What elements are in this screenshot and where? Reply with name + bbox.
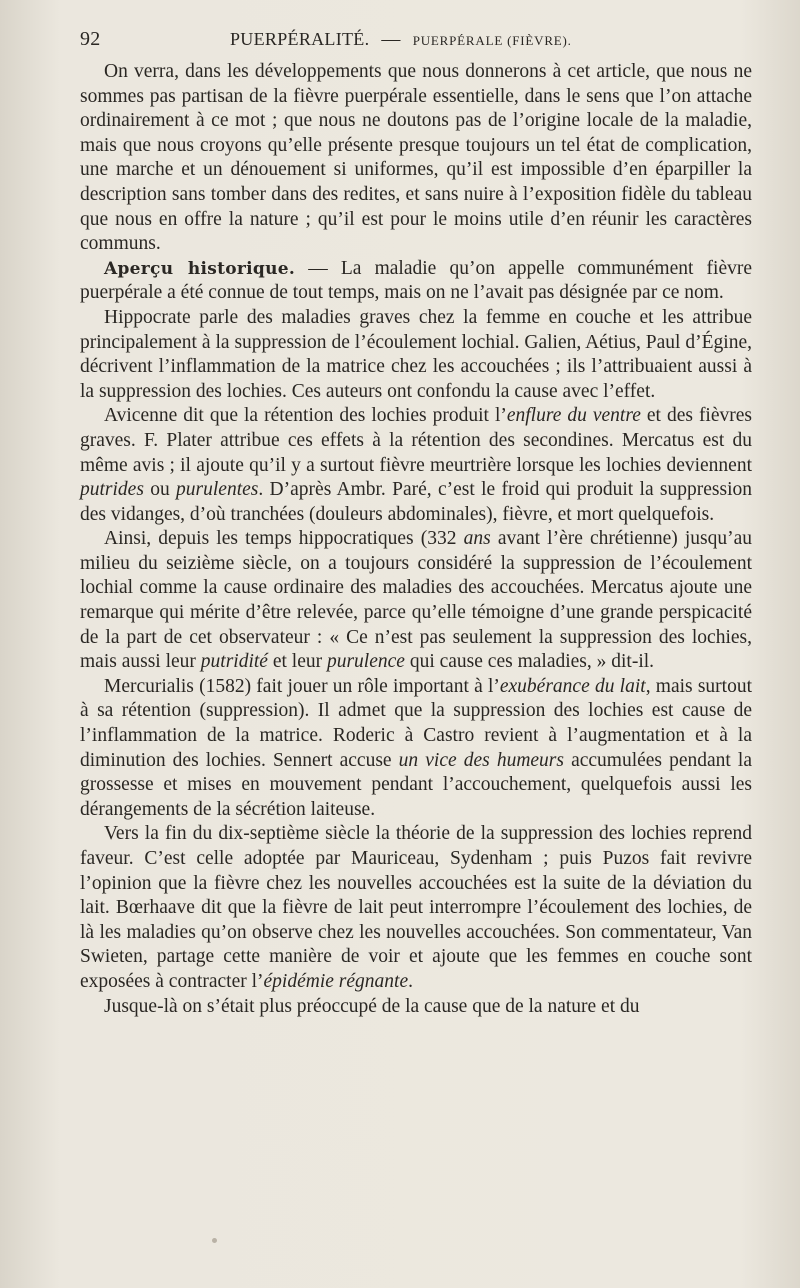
- text-run: avant l’ère chrétienne) jusqu’au milieu du seizième siècle, on a toujours considéré la suppression de l’écoulement lochial comme la cause ordinaire des maladies des accouchées. Mercatus ajoute une remarque qui mérite d’être relevée, parce qu’elle témoigne d’une grande perspicacité de la part de cet observateur : « Ce n’est pas seulement la suppression des lochies, mais aussi leur: [80, 528, 753, 673]
- subsection-title: PUERPÉRALE (FIÈVRE).: [412, 33, 572, 48]
- text-run: Ainsi, depuis les temps hippocratiques (332: [104, 528, 464, 550]
- paragraph-3: [80, 306, 752, 404]
- italic-run: purulentes: [176, 479, 259, 501]
- text-run: Jusque-là on s’était plus préoccupé de la cause que de la nature et du: [104, 995, 640, 1017]
- text-run: . D’après Ambr. Paré, c’est le froid qui produit la suppression des vidanges, d’où tranchées (douleurs abdominales), fièvre, et mort quelquefois.: [80, 479, 752, 525]
- paragraph-4: [80, 404, 752, 527]
- paragraph-2: [80, 257, 752, 306]
- paragraph-7: [80, 822, 752, 994]
- text-run: Vers la fin du dix-septième siècle la théorie de la suppression des lochies reprend faveur. C’est celle adoptée par Mauriceau, Sydenham ; puis Puzos fait revivre l’opinion que la fièvre chez les nouvelles accouchées est la suite de la déviation du lait. Bœrhaave dit que la fièvre de lait peut interrompre l’écoulement des lochies, de là les maladies qu’on observe chez les nouvelles accouchées. Son commentateur, Van Swieten, partage cette manière de voir et ajoute que les femmes en couche sont exposées à contracter l’: [80, 823, 752, 992]
- italic-run: épidémie régnante: [263, 970, 409, 992]
- text-run: qui cause ces maladies, » dit-il.: [404, 651, 655, 673]
- italic-run: ans: [463, 528, 491, 550]
- paragraph-1: [80, 60, 752, 257]
- italic-run: enflure du ventre: [506, 405, 641, 427]
- italic-run: putridité: [200, 651, 268, 673]
- italic-run: un vice des humeurs: [398, 749, 564, 771]
- text-run: On verra, dans les développements que nous donnerons à cet article, que nous ne sommes pas partisan de la fièvre puerpérale essentielle, dans le sens que l’on attache ordinairement à ce mot ; que nous ne doutons pas de l’origine locale de la maladie, mais que nous croyons qu’elle présente presque toujours un tel état de complication, une marche et un dénouement si uniformes, qu’il est impossible d’en éparpiller la description sans tomber dans des redites, et sans nuire à l’exposition fidèle du tableau que nous en offre la nature ; qu’il est pour le moins utile d’en réunir les caractères communs.: [80, 61, 752, 255]
- paragraph-8: [80, 995, 752, 1020]
- text-run: .: [408, 970, 413, 992]
- text-run: Hippocrate parle des maladies graves chez la femme en couche et les attribue principalement à la suppression de l’écoulement lochial. Galien, Aétius, Paul d’Égine, décrivent l’inflammation de la matrice chez les accouchées ; ils l’attribuaient aussi à la suppression des lochies. Ces auteurs ont confondu la cause avec l’effet.: [80, 306, 752, 402]
- running-head: [80, 26, 752, 54]
- body-text: [80, 60, 752, 1019]
- page-number: 92: [80, 28, 101, 50]
- text-run: — La maladie qu’on appelle communément fièvre puerpérale a été connue de tout temps, mais on ne l’avait pas désignée par ce nom.: [80, 257, 752, 304]
- text-run: Avicenne dit que la rétention des lochies produit l’: [104, 405, 507, 427]
- header-dash: —: [381, 29, 401, 50]
- italic-run: putrides: [80, 479, 144, 501]
- text-run: , mais surtout à sa rétention (suppression). Il admet que la suppression des lochies est cause de l’inflammation de la matrice. Roderic à Castro revient à l’augmentation et à la diminution des lochies. Sennert accuse: [80, 675, 752, 771]
- text-run: Mercurialis (1582) fait jouer un rôle important à l’: [104, 675, 500, 697]
- paper-speck: [212, 1238, 217, 1243]
- text-run: accumulées pendant la grossesse et mises en mouvement pendant l’accouchement, quelquefois aussi les dérangements de la sécrétion laiteuse.: [80, 749, 753, 820]
- text-run: et leur: [267, 651, 327, 673]
- paragraph-6: [80, 675, 752, 823]
- section-title: PUERPÉRALITÉ.: [230, 29, 370, 49]
- italic-run: exubérance du lait: [499, 675, 646, 697]
- italic-run: purulence: [326, 651, 405, 673]
- paragraph-5: [80, 527, 752, 675]
- text-run: ou: [143, 479, 177, 501]
- run-in-heading: Aperçu historique.: [104, 258, 296, 279]
- text-run: et des fièvres graves. F. Plater attribue ces effets à la rétention des secondines. Mercatus est du même avis ; il ajoute qu’il y a surtout fièvre meurtrière lorsque les lochies deviennent: [80, 405, 752, 476]
